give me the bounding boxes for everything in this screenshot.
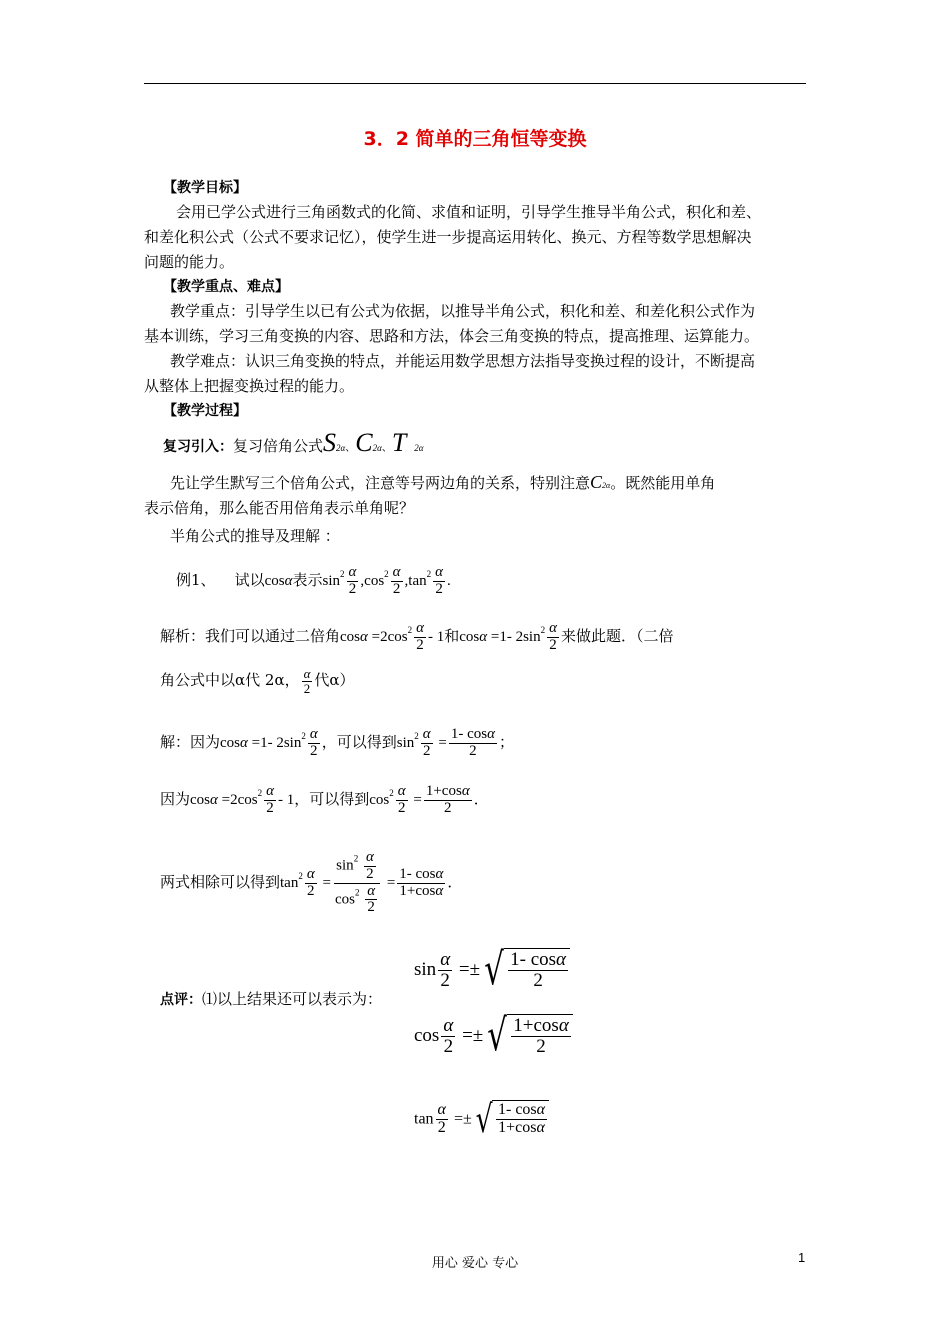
- formula-tan-half: tan $\frac{\alpha}{2}$ =± √ $\frac{1- \cos\alpha}{1+\cos\alpha}$: [414, 1100, 549, 1138]
- solution-text6: ．: [473, 790, 489, 808]
- para1-line-2: 表示倍角，那么能否用倍角表示单角呢？: [144, 499, 415, 517]
- review-line: [163, 428, 424, 464]
- formula-sin-half: sin $\frac{\alpha}{2}$ =± √ $\frac{1- \cos\alpha}{2}$: [414, 948, 570, 992]
- solution-text2: ，可以得到: [321, 733, 397, 751]
- formula-C: C: [355, 428, 373, 457]
- goal-line-3: 问题的能力。: [144, 253, 235, 271]
- para1-line-1: [170, 471, 715, 497]
- sub-C-inline: 2α: [602, 481, 611, 490]
- analysis-line-1: 解析：我们可以通过二倍角$\cos\alpha =2\cos^2$ $\frac{\alpha}{2}$ - 1和cosα =1- $2\sin^2$ $\frac{\alpha}{2}$ 来做此题．（二倍: [160, 619, 674, 653]
- para1-text-a: 先让学生默写三个倍角公式，注意等号两边角的关系，特别注意: [170, 474, 591, 492]
- solution-text8: ．: [447, 873, 463, 891]
- review-label: 复习引入：: [163, 439, 233, 455]
- sep: 、: [381, 443, 392, 454]
- page-footer: 用心 爱心 专心: [431, 1256, 519, 1271]
- solution-line-1: 解：因为cosα =1- $2\sin^2$ $\frac{\alpha}{2}$ ，可以得到$\sin^2$ $\frac{\alpha}{2}$ = $\frac{1- \cos\alpha}{2}$ ；: [160, 725, 514, 759]
- key-header: 【教学重点、难点】: [163, 279, 289, 295]
- sep: 、: [345, 443, 356, 454]
- sub-C: 2α: [372, 443, 382, 453]
- sub-T: 2α: [414, 443, 424, 453]
- page-number: 1: [798, 1250, 806, 1265]
- formula-T: T: [391, 428, 407, 457]
- comment-text: ⑴以上结果还可以表示为：: [202, 990, 383, 1008]
- solution-text3: ；: [498, 733, 514, 751]
- solution-text1: 解：因为: [160, 733, 221, 751]
- example-text1: 试以: [234, 571, 265, 589]
- key-line-1: 教学重点：引导学生以已有公式为依据，以推导半角公式，积化和差、和差化积公式作为: [170, 302, 756, 320]
- diff-line-1: 教学难点：认识三角变换的特点，并能运用数学思想方法指导变换过程的设计，不断提高: [170, 352, 756, 370]
- review-text: 复习倍角公式: [233, 437, 324, 455]
- formula-C-inline: C: [590, 472, 603, 492]
- header-rule: [144, 83, 806, 84]
- solution-text5: ，可以得到: [294, 790, 370, 808]
- analysis-text5: 代α）: [314, 671, 355, 689]
- example-1: 例1、 试以cosα表示$\sin^2$ $\frac{\alpha}{2}$ $,\cos^2$ $\frac{\alpha}{2}$ $,\tan^2$ $\frac{\alpha}{2}$ .: [176, 563, 451, 597]
- sub-S: 2α: [336, 443, 346, 453]
- comment-label: 点评：: [160, 992, 202, 1008]
- formula-S: S: [323, 428, 337, 457]
- diff-line-2: 从整体上把握变换过程的能力。: [144, 377, 355, 395]
- example-text2: 表示: [292, 571, 323, 589]
- para1-text-b: 。既然能用单角: [610, 474, 716, 492]
- goal-header: 【教学目标】: [163, 180, 247, 196]
- analysis-text2: 和: [444, 627, 460, 645]
- key-line-2: 基本训练，学习三角变换的内容、思路和方法，体会三角变换的特点，提高推理、运算能力。: [144, 327, 760, 345]
- solution-text4: 因为: [160, 790, 191, 808]
- solution-line-2: 因为$\cos\alpha =2\cos^2$ $\frac{\alpha}{2}$ - 1，可以得到$\cos^2$ $\frac{\alpha}{2}$ = $\frac{1+\cos\alpha}{2}$ ．: [160, 782, 489, 816]
- process-header: 【教学过程】: [163, 403, 247, 419]
- solution-text7: 两式相除可以得到: [160, 873, 281, 891]
- comment-line: [160, 988, 382, 1011]
- goal-line-2: 和差化积公式（公式不要求记忆），使学生进一步提高运用转化、换元、方程等数学思想解决: [144, 228, 752, 246]
- analysis-text3: 来做此题．（二倍: [560, 627, 674, 645]
- analysis-line-2: 角公式中以α代 2α， $\frac{\alpha}{2}$ 代α）: [160, 665, 355, 696]
- solution-line-3: 两式相除可以得到$\tan^2$ $\frac{\alpha}{2}$ = $\sin^2$ $\frac{\alpha}{2}$ $\cos^2$ $\frac{\alpha}{2}$ = $\frac{1- \cos\alpha}{1+\cos\alpha}$ ．: [160, 849, 463, 916]
- analysis-text4: 角公式中以α代 2α，: [160, 671, 300, 689]
- half-angle-title: 半角公式的推导及理解 ：: [170, 527, 340, 545]
- example-label: 例1、: [176, 571, 216, 589]
- page-title: 3．2 简单的三角恒等变换: [363, 128, 587, 150]
- analysis-text1: 解析：我们可以通过二倍角: [160, 627, 341, 645]
- goal-line-1: 会用已学公式进行三角函数式的化简、求值和证明，引导学生推导半角公式，积化和差、: [176, 203, 762, 221]
- formula-cos-half: cos $\frac{\alpha}{2}$ =± √ $\frac{1+\cos\alpha}{2}$: [414, 1014, 573, 1058]
